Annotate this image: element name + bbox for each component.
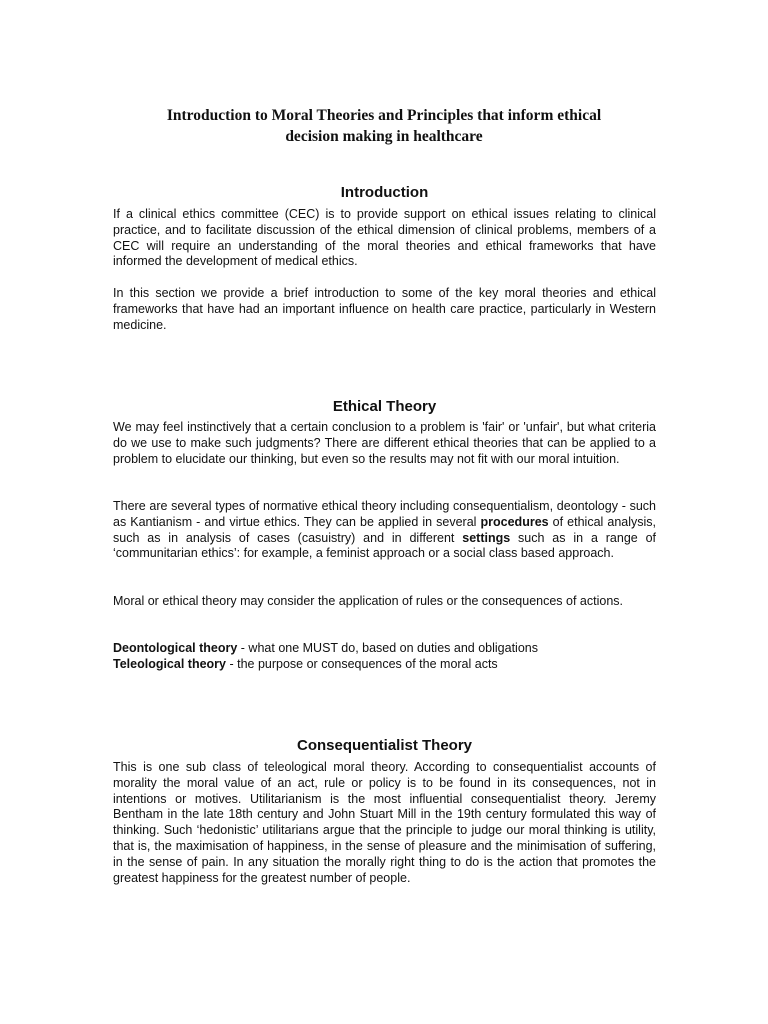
ethical-theory-heading: Ethical Theory	[332, 398, 437, 415]
document-title	[100, 105, 668, 147]
settings-term: settings	[462, 530, 511, 545]
definition-term: Deontological theory	[113, 641, 238, 655]
introduction-heading: Introduction	[340, 184, 429, 201]
procedures-term: procedures	[480, 514, 549, 529]
ethical-theory-paragraph-2-text-2: of ethical analysis, such as in analysis of cases (casuistry) and in different	[113, 514, 656, 545]
ethical-theory-paragraph-1: We may feel instinctively that a certain conclusion to a problem is 'fair' or 'unfair', but what criteria do we use to make such judgments? There are different ethical theories that can be applied to a problem to elucidate our thinking, but even so the results may not fit with our moral intuition.	[113, 420, 656, 466]
definition-deontological	[113, 641, 656, 657]
ethical-theory-paragraph-2-text-3: such as in a range of ‘communitarian ethics’: for example, a feminist approach or a social class based approach.	[113, 530, 656, 561]
document-title-line-1: Introduction to Moral Theories and Principles that inform ethical	[166, 107, 602, 124]
introduction-paragraph-1: If a clinical ethics committee (CEC) is to provide support on ethical issues relating to clinical practice, and to facilitate discussion of the ethical dimension of clinical problems, members of a CEC will require an understanding of the moral theories and ethical frameworks that have informed the development of medical ethics.	[113, 207, 656, 269]
ethical-theory-paragraph-3: Moral or ethical theory may consider the application of rules or the consequences of actions.	[113, 594, 623, 608]
definition-term: Teleological theory	[113, 656, 226, 671]
ethical-theory-paragraph-2	[113, 499, 656, 562]
definition-teleological	[113, 657, 656, 673]
consequentialist-theory-heading: Consequentialist Theory	[296, 737, 473, 754]
consequentialist-theory-paragraph-1: This is one sub class of teleological moral theory. According to consequentialist accounts of morality the moral value of an act, rule or policy is to be found in its consequences, not in intentions or motives. Utilitarianism is the most influential consequentialist theory. Jeremy Bentham in the late 18th century and John Stuart Mill in the 19th century formulated this way of thinking. Such ‘hedonistic’ utilitarians argue that the principle to judge our moral thinking is utility, that is, the maximisation of happiness, in the sense of pleasure and the minimisation of suffering, in the sense of pain. In any situation the morally right thing to do is the action that promotes the greatest happiness for the greatest number of people.	[113, 760, 656, 885]
ethical-theory-paragraph-2-text-1: There are several types of normative ethical theory including consequentialism, deontology - such as Kantianism - and virtue ethics. They can be applied in several	[113, 499, 656, 529]
document-title-line-2: decision making in healthcare	[285, 128, 483, 145]
definition-text: - what one MUST do, based on duties and obligations	[237, 641, 538, 655]
theory-definitions-list	[113, 641, 656, 673]
introduction-paragraph-2: In this section we provide a brief introduction to some of the key moral theories and ethical frameworks that have had an important influence on health care practice, particularly in Western medicine.	[113, 286, 656, 332]
definition-text: - the purpose or consequences of the moral acts	[226, 656, 498, 671]
